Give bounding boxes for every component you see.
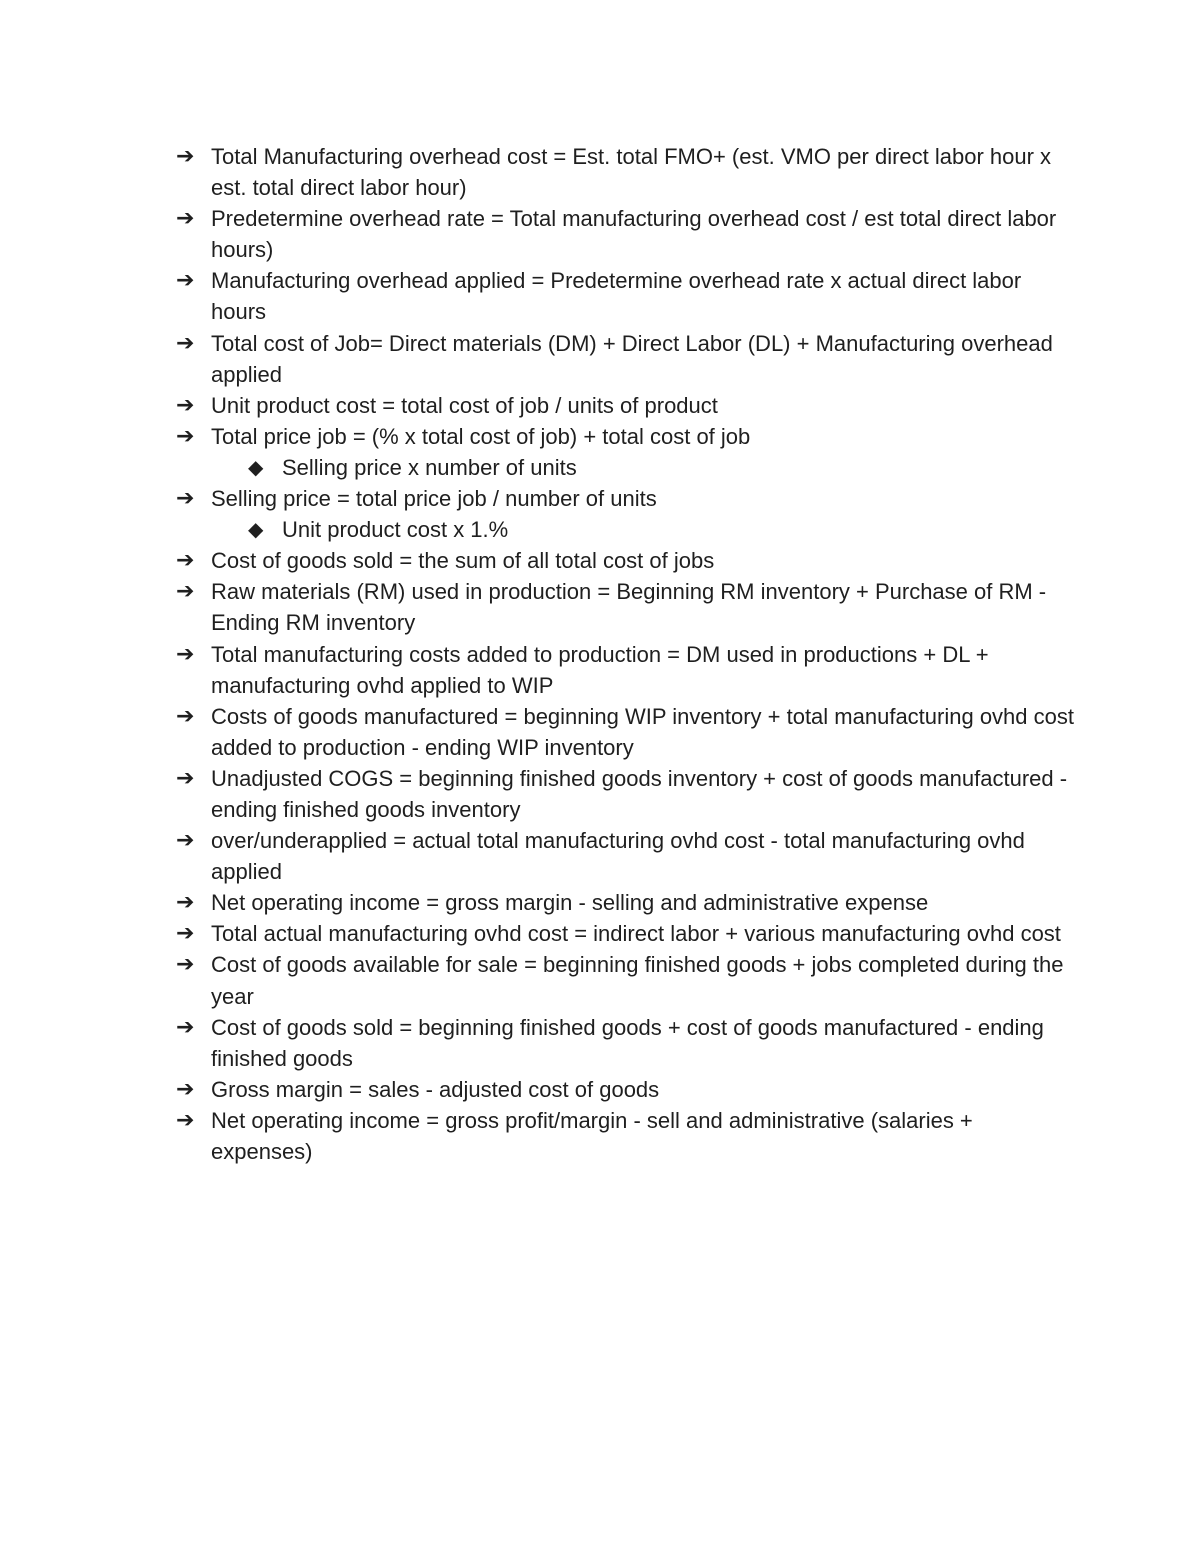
list-item-text: Total cost of Job= Direct materials (DM) + Direct Labor (DL) + Manufacturing overhead applied <box>211 330 1053 387</box>
arrow-bullet-icon: ➔ <box>176 1014 195 1040</box>
list-item <box>176 141 1076 203</box>
arrow-bullet-icon: ➔ <box>176 579 195 605</box>
list-item <box>176 763 1076 825</box>
diamond-bullet-icon: ◆ <box>248 517 264 542</box>
sub-list-item <box>176 514 1076 545</box>
list-item-text: over/underapplied = actual total manufacturing ovhd cost - total manufacturing ovhd applied <box>211 828 1025 885</box>
list-item <box>176 639 1076 701</box>
list-item <box>176 203 1076 265</box>
arrow-bullet-icon: ➔ <box>176 1107 195 1133</box>
list-item-text: Net operating income = gross profit/margin - sell and administrative (salaries + expenses) <box>211 1107 973 1164</box>
arrow-bullet-icon: ➔ <box>176 765 195 791</box>
arrow-bullet-icon: ➔ <box>176 423 195 449</box>
list-item-text: Net operating income = gross margin - selling and administrative expense <box>211 890 929 916</box>
sub-list-item <box>176 452 1076 483</box>
formula-list <box>176 141 1076 1167</box>
list-item <box>176 1105 1076 1167</box>
list-item-text: Total Manufacturing overhead cost = Est. total FMO+ (est. VMO per direct labor hour x est. total direct labor hour) <box>211 144 1052 201</box>
arrow-bullet-icon: ➔ <box>176 921 195 947</box>
list-item-text: Unadjusted COGS = beginning finished goods inventory + cost of goods manufactured - ending finished goods inventory <box>211 765 1068 822</box>
list-item-text: Total price job = (% x total cost of job) + total cost of job <box>211 423 751 449</box>
list-item <box>176 576 1076 638</box>
arrow-bullet-icon: ➔ <box>176 330 195 356</box>
list-item <box>176 483 1076 514</box>
list-item-text: Total manufacturing costs added to production = DM used in productions + DL + manufacturing ovhd applied to WIP <box>211 641 989 698</box>
arrow-bullet-icon: ➔ <box>176 206 195 232</box>
list-item <box>176 328 1076 390</box>
list-item-text: Cost of goods available for sale = beginning finished goods + jobs completed during the year <box>211 952 1064 1009</box>
list-item <box>176 1012 1076 1074</box>
list-item-text: Selling price x number of units <box>282 454 577 480</box>
list-item <box>176 390 1076 421</box>
arrow-bullet-icon: ➔ <box>176 1076 195 1102</box>
list-item <box>176 421 1076 452</box>
list-item-text: Costs of goods manufactured = beginning WIP inventory + total manufacturing ovhd cost added to production - ending WIP inventory <box>211 703 1074 760</box>
arrow-bullet-icon: ➔ <box>176 641 195 667</box>
arrow-bullet-icon: ➔ <box>176 703 195 729</box>
arrow-bullet-icon: ➔ <box>176 144 195 169</box>
arrow-bullet-icon: ➔ <box>176 952 195 978</box>
list-item-text: Total actual manufacturing ovhd cost = indirect labor + various manufacturing ovhd cost <box>211 921 1061 947</box>
list-item <box>176 918 1076 949</box>
arrow-bullet-icon: ➔ <box>176 486 195 512</box>
list-item-text: Manufacturing overhead applied = Predetermine overhead rate x actual direct labor hours <box>211 268 1022 325</box>
list-item <box>176 887 1076 918</box>
list-item-text: Predetermine overhead rate = Total manufacturing overhead cost / est total direct labor hours) <box>211 206 1057 263</box>
list-item-text: Unit product cost x 1.% <box>282 517 509 543</box>
list-item <box>176 825 1076 887</box>
arrow-bullet-icon: ➔ <box>176 828 195 854</box>
arrow-bullet-icon: ➔ <box>176 548 195 574</box>
list-item <box>176 701 1076 763</box>
list-item <box>176 545 1076 576</box>
list-item-text: Unit product cost = total cost of job / units of product <box>211 392 718 418</box>
arrow-bullet-icon: ➔ <box>176 890 195 916</box>
arrow-bullet-icon: ➔ <box>176 268 195 294</box>
list-item <box>176 265 1076 327</box>
list-item-text: Raw materials (RM) used in production = Beginning RM inventory + Purchase of RM - Ending RM inventory <box>211 579 1047 636</box>
diamond-bullet-icon: ◆ <box>248 454 264 479</box>
arrow-bullet-icon: ➔ <box>176 392 195 418</box>
list-item-text: Cost of goods sold = the sum of all total cost of jobs <box>211 548 715 574</box>
list-item-text: Selling price = total price job / number of units <box>211 486 657 512</box>
list-item-text: Gross margin = sales - adjusted cost of goods <box>211 1076 660 1102</box>
list-item-text: Cost of goods sold = beginning finished goods + cost of goods manufactured - ending finished goods <box>211 1014 1044 1071</box>
list-item <box>176 949 1076 1011</box>
list-item <box>176 1074 1076 1105</box>
